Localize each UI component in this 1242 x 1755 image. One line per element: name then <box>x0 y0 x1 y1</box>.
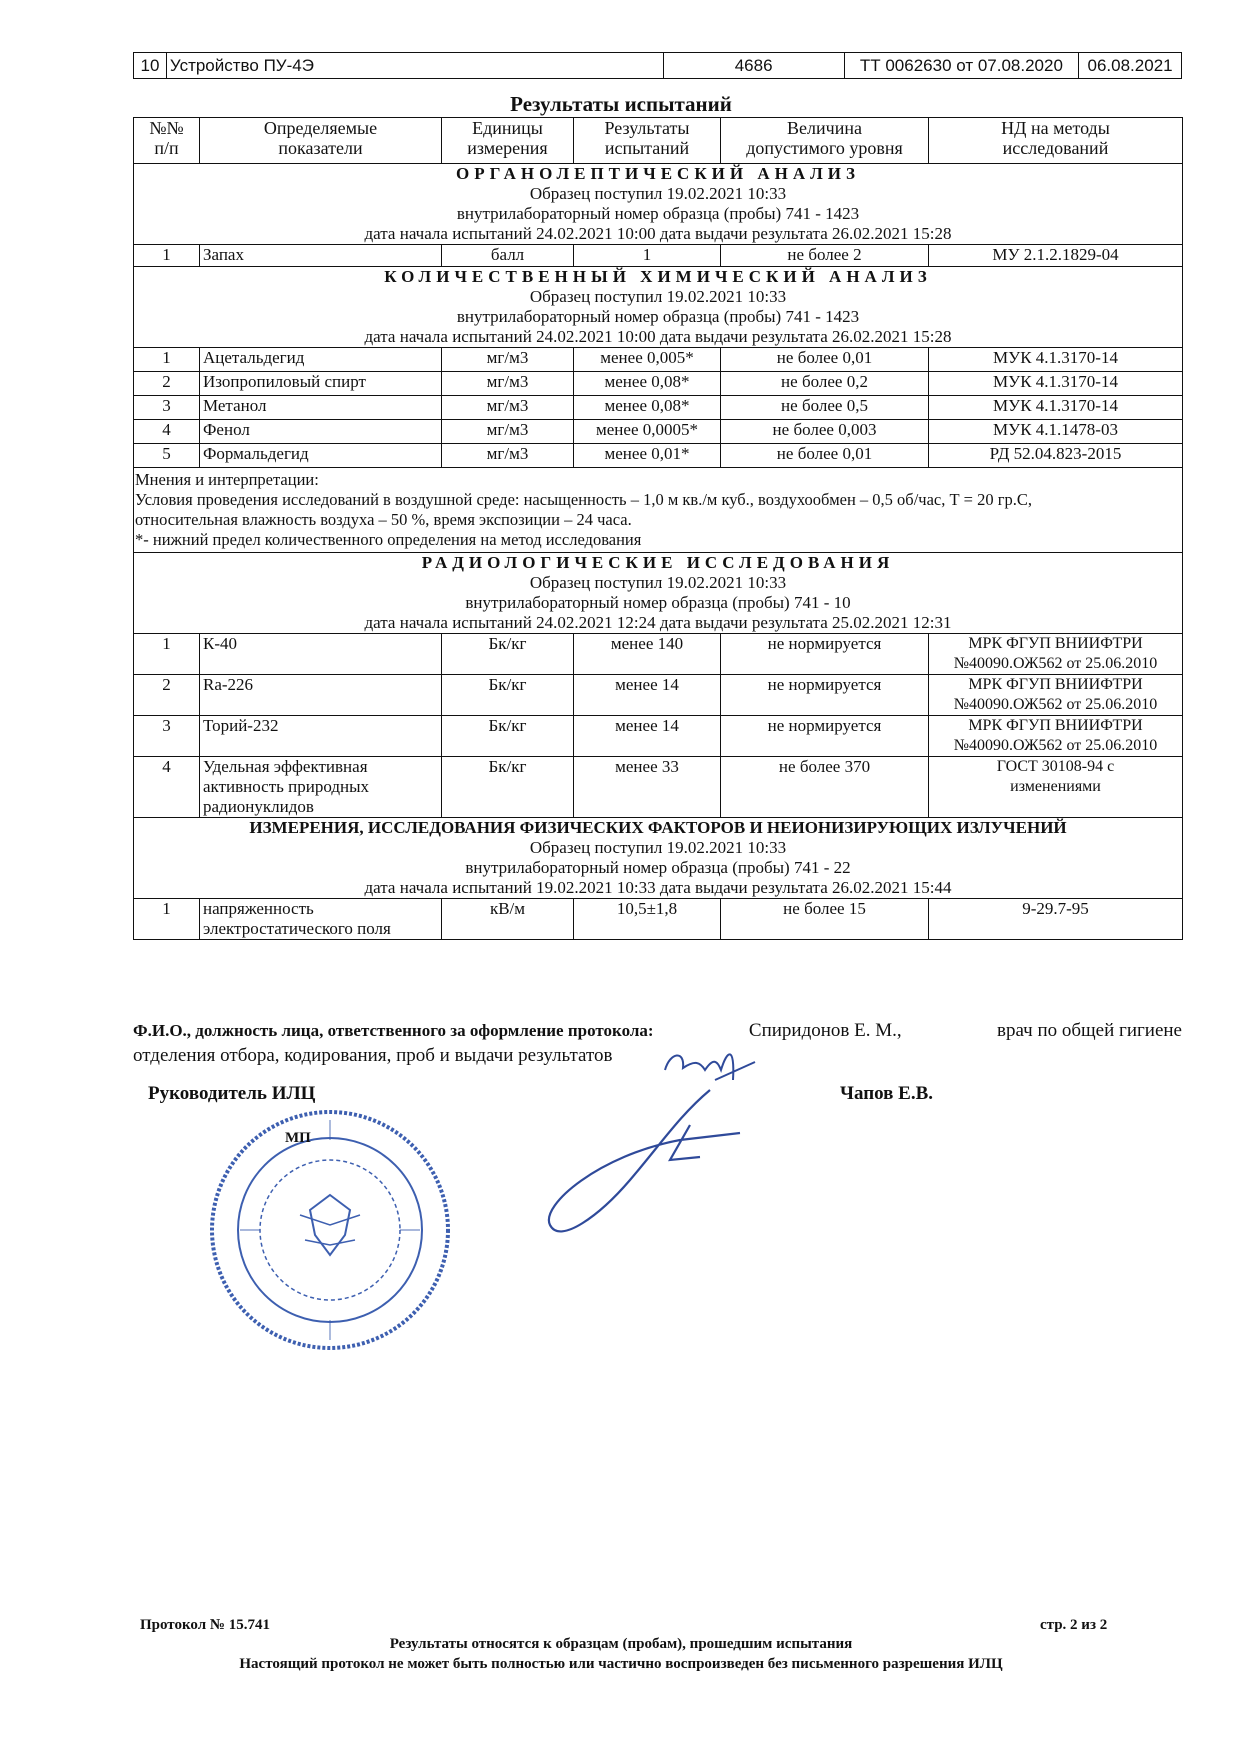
table-row <box>134 899 1183 940</box>
row-unit: Бк/кг <box>442 634 574 675</box>
row-number: 3 <box>134 716 200 757</box>
row-result: менее 0,08* <box>574 372 721 396</box>
note-line: Условия проведения исследований в воздушной среде: насыщенность – 1,0 м кв./м куб., воздухообмен – 0,5 об/час, Т = 20 гр.С, <box>135 490 1033 509</box>
row-indicator: Метанол <box>200 396 442 420</box>
row-method: РД 52.04.823-2015 <box>929 444 1183 468</box>
column-header: Определяемые показатели <box>200 118 442 164</box>
row-result: менее 33 <box>574 757 721 818</box>
row-unit: Бк/кг <box>442 675 574 716</box>
row-number: 4 <box>134 420 200 444</box>
row-indicator: Торий-232 <box>200 716 442 757</box>
row-result: менее 0,0005* <box>574 420 721 444</box>
row-number: 2 <box>134 675 200 716</box>
section-info-line: Образец поступил 19.02.2021 10:33 <box>529 287 787 306</box>
section-info-line: дата начала испытаний 24.02.2021 12:24 дата выдачи результата 25.02.2021 12:31 <box>364 613 952 632</box>
responsible-signature <box>655 1040 785 1090</box>
row-unit: кВ/м <box>442 899 574 940</box>
column-header: Результаты испытаний <box>574 118 721 164</box>
row-indicator: Изопропиловый спирт <box>200 372 442 396</box>
row-number: 4 <box>134 757 200 818</box>
row-indicator: напряженность электростатического поля <box>200 899 442 940</box>
head-label: Руководитель ИЛЦ <box>148 1083 316 1104</box>
row-number: 1 <box>134 634 200 675</box>
table-row <box>134 348 1183 372</box>
header-product-name: Устройство ПУ-4Э <box>166 53 663 79</box>
row-indicator: Запах <box>200 245 442 267</box>
table-row <box>134 716 1183 757</box>
section-header <box>134 164 1183 245</box>
row-limit: не более 0,01 <box>721 348 929 372</box>
row-result: менее 140 <box>574 634 721 675</box>
table-row <box>134 757 1183 818</box>
row-limit: не нормируется <box>721 716 929 757</box>
row-method: МУК 4.1.3170-14 <box>929 348 1183 372</box>
section-header <box>134 267 1183 348</box>
row-number: 1 <box>134 245 200 267</box>
header-num: 10 <box>134 53 167 79</box>
note-line: относительная влажность воздуха – 50 %, время экспозиции – 24 часа. <box>135 510 632 529</box>
section-title: ОРГАНОЛЕПТИЧЕСКИЙ АНАЛИЗ <box>456 164 860 183</box>
responsible-position-line2: отделения отбора, кодирования, проб и выдачи результатов <box>133 1045 613 1066</box>
table-row <box>134 396 1183 420</box>
row-unit: мг/м3 <box>442 420 574 444</box>
row-limit: не более 0,003 <box>721 420 929 444</box>
row-result: 1 <box>574 245 721 267</box>
section-info-line: Образец поступил 19.02.2021 10:33 <box>529 838 787 857</box>
section-info-line: внутрилабораторный номер образца (пробы) 741 - 1423 <box>456 307 860 326</box>
row-method: МУК 4.1.3170-14 <box>929 396 1183 420</box>
header-document: ТТ 0062630 от 07.08.2020 <box>844 53 1078 79</box>
section-title: РАДИОЛОГИЧЕСКИЕ ИССЛЕДОВАНИЯ <box>421 553 895 572</box>
row-number: 1 <box>134 348 200 372</box>
row-method: МРК ФГУП ВНИИФТРИ №40090.ОЖ562 от 25.06.2010 <box>929 716 1183 757</box>
section-info-line: Образец поступил 19.02.2021 10:33 <box>529 573 787 592</box>
results-table <box>133 117 1183 940</box>
section-info-line: дата начала испытаний 19.02.2021 10:33 дата выдачи результата 26.02.2021 15:44 <box>364 878 952 897</box>
row-limit: не нормируется <box>721 634 929 675</box>
row-limit: не более 370 <box>721 757 929 818</box>
section-title: КОЛИЧЕСТВЕННЫЙ ХИМИЧЕСКИЙ АНАЛИЗ <box>384 267 932 286</box>
section-header <box>134 553 1183 634</box>
table-row <box>134 245 1183 267</box>
row-result: 10,5±1,8 <box>574 899 721 940</box>
stamp-mp: МП <box>285 1130 311 1146</box>
header-code: 4686 <box>663 53 844 79</box>
row-indicator: Ra-226 <box>200 675 442 716</box>
row-method: МУ 2.1.2.1829-04 <box>929 245 1183 267</box>
row-result: менее 0,005* <box>574 348 721 372</box>
row-number: 5 <box>134 444 200 468</box>
row-method: МУК 4.1.3170-14 <box>929 372 1183 396</box>
footer-page: стр. 2 из 2 <box>1040 1617 1108 1633</box>
footer-protocol: Протокол № 15.741 <box>140 1617 270 1633</box>
row-unit: Бк/кг <box>442 716 574 757</box>
section-title: ИЗМЕРЕНИЯ, ИССЛЕДОВАНИЯ ФИЗИЧЕСКИХ ФАКТОРОВ И НЕИОНИЗИРУЮЩИХ ИЗЛУЧЕНИЙ <box>249 818 1067 837</box>
responsible-label: Ф.И.О., должность лица, ответственного за оформление протокола: <box>133 1021 654 1040</box>
section-info-line: внутрилабораторный номер образца (пробы) 741 - 10 <box>465 593 851 612</box>
column-header: НД на методы исследований <box>929 118 1183 164</box>
row-unit: мг/м3 <box>442 444 574 468</box>
column-header: Величина допустимого уровня <box>721 118 929 164</box>
row-limit: не более 15 <box>721 899 929 940</box>
column-header: №№ п/п <box>134 118 200 164</box>
section-header <box>134 818 1183 899</box>
section-info-line: дата начала испытаний 24.02.2021 10:00 дата выдачи результата 26.02.2021 15:28 <box>364 327 952 346</box>
row-unit: мг/м3 <box>442 348 574 372</box>
row-method: МРК ФГУП ВНИИФТРИ №40090.ОЖ562 от 25.06.2010 <box>929 634 1183 675</box>
table-row <box>134 372 1183 396</box>
page-title: Результаты испытаний <box>510 92 732 116</box>
header-date: 06.08.2021 <box>1079 53 1182 79</box>
footer-line1: Результаты относятся к образцам (пробам), прошедшим испытания <box>389 1636 853 1652</box>
column-header-row <box>134 118 1183 164</box>
note-line: *- нижний предел количественного определения на метод исследования <box>135 530 642 549</box>
head-name: Чапов Е.В. <box>840 1083 934 1104</box>
row-limit: не более 0,01 <box>721 444 929 468</box>
note-line: Мнения и интерпретации: <box>135 470 319 489</box>
row-result: менее 0,01* <box>574 444 721 468</box>
row-indicator: Формальдегид <box>200 444 442 468</box>
row-limit: не нормируется <box>721 675 929 716</box>
table-row <box>134 444 1183 468</box>
row-limit: не более 0,2 <box>721 372 929 396</box>
row-method: ГОСТ 30108-94 с изменениями <box>929 757 1183 818</box>
row-result: менее 14 <box>574 675 721 716</box>
row-unit: мг/м3 <box>442 372 574 396</box>
responsible-person: Спиридонов Е. М., <box>748 1020 902 1041</box>
table-row <box>134 634 1183 675</box>
row-number: 2 <box>134 372 200 396</box>
row-limit: не более 0,5 <box>721 396 929 420</box>
table-row <box>134 675 1183 716</box>
row-indicator: Удельная эффективная активность природных радионуклидов <box>200 757 442 818</box>
row-limit: не более 2 <box>721 245 929 267</box>
row-number: 1 <box>134 899 200 940</box>
row-number: 3 <box>134 396 200 420</box>
section-info-line: внутрилабораторный номер образца (пробы) 741 - 1423 <box>456 204 860 223</box>
row-unit: Бк/кг <box>442 757 574 818</box>
head-signature <box>540 1085 800 1255</box>
official-stamp <box>200 1100 460 1360</box>
column-header: Единицы измерения <box>442 118 574 164</box>
row-result: менее 0,08* <box>574 396 721 420</box>
row-result: менее 14 <box>574 716 721 757</box>
responsible-position: врач по общей гигиене <box>997 1020 1182 1041</box>
row-method: МУК 4.1.1478-03 <box>929 420 1183 444</box>
row-indicator: Фенол <box>200 420 442 444</box>
section-info-line: Образец поступил 19.02.2021 10:33 <box>529 184 787 203</box>
row-unit: мг/м3 <box>442 396 574 420</box>
footer-line2: Настоящий протокол не может быть полностью или частично воспроизведен без письменного разрешения ИЛЦ <box>239 1656 1003 1672</box>
section-info-line: внутрилабораторный номер образца (пробы) 741 - 22 <box>465 858 851 877</box>
row-indicator: Ацетальдегид <box>200 348 442 372</box>
section-info-line: дата начала испытаний 24.02.2021 10:00 дата выдачи результата 26.02.2021 15:28 <box>364 224 952 243</box>
header-row <box>133 52 1182 79</box>
row-method: 9-29.7-95 <box>929 899 1183 940</box>
row-indicator: К-40 <box>200 634 442 675</box>
notes-row <box>134 468 1183 553</box>
row-method: МРК ФГУП ВНИИФТРИ №40090.ОЖ562 от 25.06.2010 <box>929 675 1183 716</box>
row-unit: балл <box>442 245 574 267</box>
table-row <box>134 420 1183 444</box>
